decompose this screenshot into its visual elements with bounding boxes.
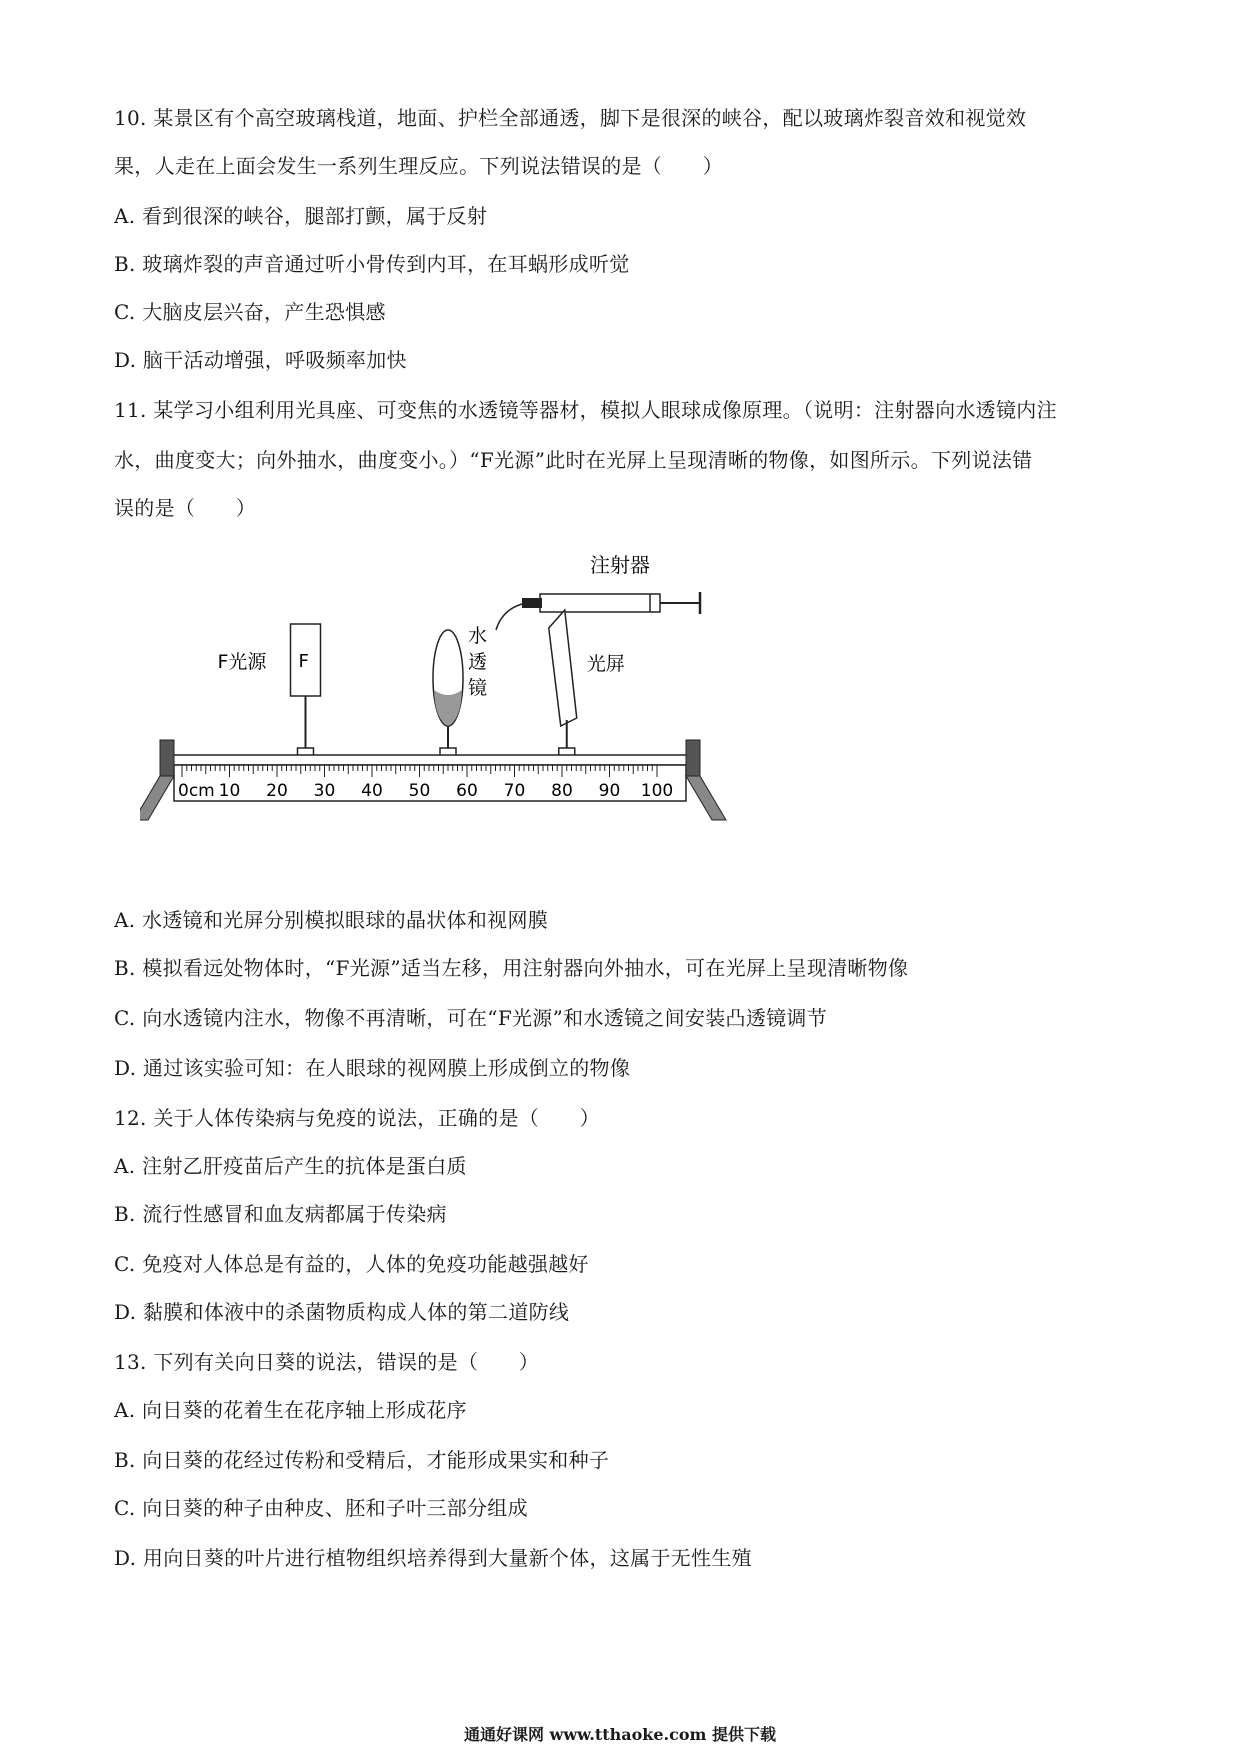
f-letter: F	[298, 651, 309, 672]
syringe	[496, 592, 700, 630]
scale-tick-label: 100	[640, 781, 674, 801]
scale-tick-label: 80	[551, 781, 573, 801]
f-source-label: F光源	[217, 651, 267, 673]
optical-bench	[140, 740, 726, 820]
syringe-label: 注射器	[590, 553, 650, 577]
q11-option-b: B. 模拟看远处物体时，“F光源”适当左移，用注射器向外抽水，可在光屏上呈现清晰物像	[114, 956, 909, 980]
q12-option-c: C. 免疫对人体总是有益的，人体的免疫功能越强越好	[114, 1252, 589, 1276]
q11-option-a: A. 水透镜和光屏分别模拟眼球的晶状体和视网膜	[114, 908, 549, 932]
scale-tick-label: 90	[598, 781, 621, 801]
scale-tick-label: 40	[361, 781, 383, 801]
lens-label-2: 透	[468, 651, 488, 673]
q11-stem-line1: 11. 某学习小组利用光具座、可变焦的水透镜等器材，模拟人眼球成像原理。（说明：注射器向水透镜内注	[114, 398, 1057, 422]
q12-option-a: A. 注射乙肝疫苗后产生的抗体是蛋白质	[114, 1154, 467, 1178]
q13-option-c: C. 向日葵的种子由种皮、胚和子叶三部分组成	[114, 1496, 528, 1520]
q11-option-d: D. 通过该实验可知：在人眼球的视网膜上形成倒立的物像	[114, 1056, 631, 1080]
q13-stem: 13. 下列有关向日葵的说法，错误的是（ ）	[114, 1350, 540, 1374]
q12-option-d: D. 黏膜和体液中的杀菌物质构成人体的第二道防线	[114, 1300, 570, 1324]
scale-zero-label: 0cm	[178, 781, 215, 801]
q10-option-c: C. 大脑皮层兴奋，产生恐惧感	[114, 300, 386, 324]
scale-tick-label: 50	[408, 781, 431, 801]
q13-option-d: D. 用向日葵的叶片进行植物组织培养得到大量新个体，这属于无性生殖	[114, 1546, 752, 1570]
water-lens	[433, 630, 463, 766]
scale-tick-label: 30	[313, 781, 336, 801]
f-light-source	[291, 624, 321, 766]
lens-label-3: 镜	[468, 677, 488, 699]
light-screen	[549, 610, 577, 766]
q11-stem-line3: 误的是（ ）	[114, 496, 257, 520]
lens-label-1: 水	[468, 625, 488, 647]
q12-option-b: B. 流行性感冒和血友病都属于传染病	[114, 1202, 447, 1226]
scale-tick-label: 10	[218, 781, 241, 801]
q10-option-b: B. 玻璃炸裂的声音通过听小骨传到内耳，在耳蜗形成听觉	[114, 252, 630, 276]
optical-bench-figure	[140, 550, 800, 870]
screen-label: 光屏	[586, 653, 625, 675]
q13-option-b: B. 向日葵的花经过传粉和受精后，才能形成果实和种子	[114, 1448, 610, 1472]
q10-stem-line1: 10. 某景区有个高空玻璃栈道，地面、护栏全部通透，脚下是很深的峡谷，配以玻璃炸裂音效和视觉效	[114, 106, 1027, 130]
page-footer: 通通好课网 www.tthaoke.com 提供下载	[463, 1725, 777, 1744]
scale-tick-label: 70	[503, 781, 526, 801]
q11-option-c: C. 向水透镜内注水，物像不再清晰，可在“F光源”和水透镜之间安装凸透镜调节	[114, 1006, 828, 1030]
q11-stem-line2: 水，曲度变大；向外抽水，曲度变小。）“F光源”此时在光屏上呈现清晰的物像，如图所示。下列说法错	[114, 448, 1033, 472]
q10-option-a: A. 看到很深的峡谷，腿部打颤，属于反射	[114, 204, 488, 228]
q13-option-a: A. 向日葵的花着生在花序轴上形成花序	[114, 1398, 467, 1422]
scale-tick-label: 60	[456, 781, 478, 801]
q10-option-d: D. 脑干活动增强，呼吸频率加快	[114, 348, 407, 372]
scale-tick-label: 20	[266, 781, 288, 801]
q10-stem-line2: 果，人走在上面会发生一系列生理反应。下列说法错误的是（ ）	[114, 154, 723, 178]
q12-stem: 12. 关于人体传染病与免疫的说法，正确的是（ ）	[114, 1106, 600, 1130]
